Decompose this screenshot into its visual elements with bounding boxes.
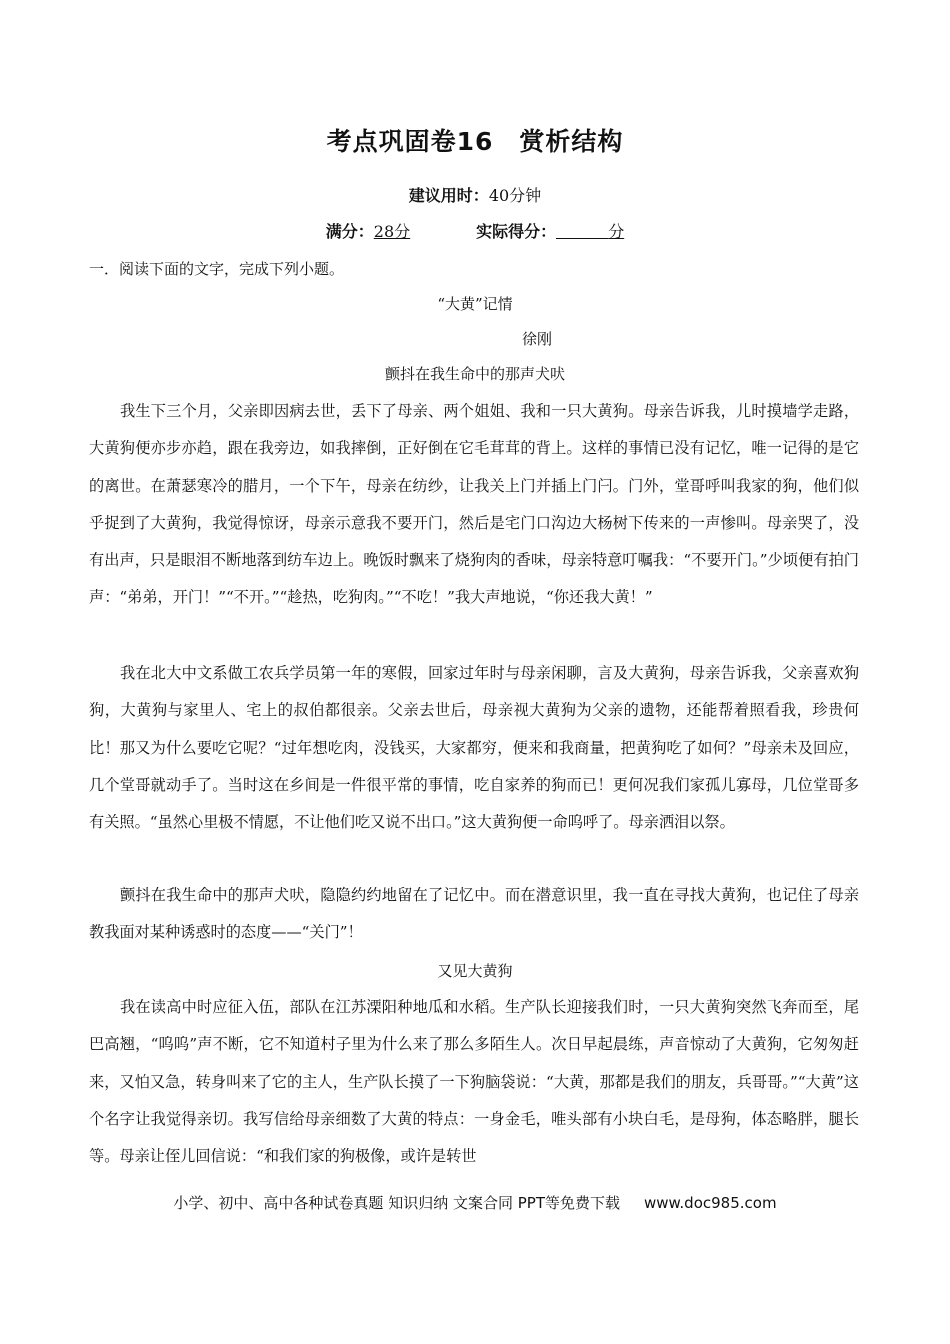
paragraph-1: 我生下三个月，父亲即因病去世，丢下了母亲、两个姐姐、我和一只大黄狗。母亲告诉我，儿时摸墙学走路，大黄狗便亦步亦趋，跟在我旁边，如我摔倒，正好倒在它毛茸茸的背上。这样的事情已没有记忆，唯一记得的是它的离世。在萧瑟寒冷的腊月，一个下午，母亲在纺纱，让我关上门并插上门闩。门外，堂哥呼叫我家的狗，他们似乎捉到了大黄狗，我觉得惊讶，母亲示意我不要开门，然后是宅门口沟边大杨树下传来的一声惨叫。母亲哭了，没有出声，只是眼泪不断地落到纺车边上。晚饭时飘来了烧狗肉的香味，母亲特意叮嘱我：“不要开门。”少顷便有拍门声：“弟弟，开门！”“不开。”“趁热，吃狗肉。”“不吃！”我大声地说，“你还我大黄！” [89,402,859,607]
suggested-time [0,183,950,206]
paragraph-3: 颤抖在我生命中的那声犬吠，隐隐约约地留在了记忆中。而在潜意识里，我一直在寻找大黄狗，也记住了母亲教我面对某种诱惑时的态度——“关门”！ [89,886,859,942]
footer-site-link[interactable]: www.doc985.com [643,1194,777,1212]
section-heading: 一．阅读下面的文字，完成下列小题。 [89,260,345,278]
actual-score-blank[interactable] [556,224,608,239]
paragraph-2: 我在北大中文系做工农兵学员第一年的寒假，回家过年时与母亲闲聊，言及大黄狗，母亲告诉我，父亲喜欢狗狗，大黄狗与家里人、宅上的叔伯都很亲。父亲去世后，母亲视大黄狗为父亲的遗物，还能帮着照看我，珍贵何比！那又为什么要吃它呢？“过年想吃肉，没钱买，大家都穷，便来和我商量，把黄狗吃了如何？”母亲未及回应，几个堂哥就动手了。当时这在乡间是一件很平常的事情，吃自家养的狗而已！更何况我们家孤儿寡母，几位堂哥多有关照。“虽然心里极不情愿，不让他们吃又说不出口。”这大黄狗便一命呜呼了。母亲洒泪以祭。 [89,664,859,832]
actual-score-unit: 分 [608,222,625,241]
article-subtitle-2: 又见大黄狗 [437,962,513,980]
full-score-value: 28分 [373,222,411,241]
suggested-time-label: 建议用时： [408,186,489,205]
title-sub: 赏析结构 [519,127,624,156]
footer-text: 小学、初中、高中各种试卷真题 知识归纳 文案合同 PPT等免费下载 [173,1194,620,1212]
actual-score-label: 实际得分： [476,222,557,241]
article-title: “大黄”记情 [437,295,513,313]
score-line [0,219,950,242]
page-title [0,122,950,158]
full-score-label: 满分： [325,222,374,241]
article-subtitle-1: 颤抖在我生命中的那声犬吠 [384,365,565,383]
article-author: 徐刚 [522,330,553,348]
page-footer [0,1192,950,1213]
suggested-time-value: 40分钟 [488,186,542,205]
title-main: 考点巩固卷16 [326,127,494,156]
paragraph-4: 我在读高中时应征入伍，部队在江苏溧阳种地瓜和水稻。生产队长迎接我们时，一只大黄狗突然飞奔而至，尾巴高翘，“呜呜”声不断，它不知道村子里为什么来了那么多陌生人。次日早起晨练，声音惊动了大黄狗，它匆匆赶来，又怕又急，转身叫来了它的主人，生产队长摸了一下狗脑袋说：“大黄，那都是我们的朋友，兵哥哥。”“大黄”这个名字让我觉得亲切。我写信给母亲细数了大黄的特点：一身金毛，唯头部有小块白毛，是母狗，体态略胖，腿长等。母亲让侄儿回信说：“和我们家的狗极像，或许是转世 [89,998,859,1166]
